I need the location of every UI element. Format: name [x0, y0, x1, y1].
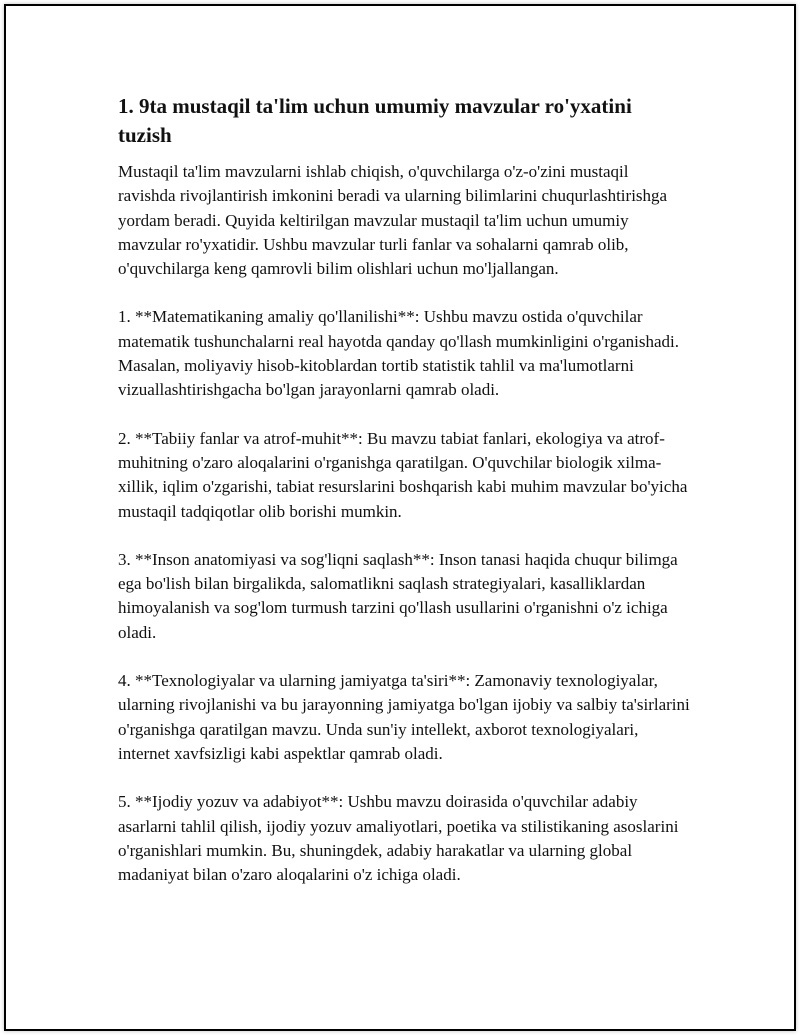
topic-paragraph-3: 3. **Inson anatomiyasi va sog'liqni saqlash**: Inson tanasi haqida chuqur bilimga ega bo'lish bilan birgalikda, salomatlikni saqlash strategiyalari, kasalliklardan himoyalanish va sog'lom turmush tarzini qo'llash usullarini o'rganishni o'z ichiga oladi. — [118, 549, 678, 642]
topic-paragraph-4: 4. **Texnologiyalar va ularning jamiyatga ta'siri**: Zamonaviy texnologiyalar, ularning rivojlanishi va bu jarayonning jamiyatga bo'lgan ijobiy va salbiy ta'sirlarini o'rganishga qaratilgan mavzu. Unda sun'iy intellekt, axborot texnologiyalari, internet xavfsizligi kabi aspektlar qamrab oladi. — [118, 671, 690, 763]
topic-paragraph-2: 2. **Tabiiy fanlar va atrof-muhit**: Bu mavzu tabiat fanlari, ekologiya va atrof-muhitning o'zaro aloqalarini o'rganishga qaratilgan. O'quvchilar biologik xilma-xillik, iqlim o'zgarishi, tabiat resurslarini boshqarish kabi muhim mavzular bo'yicha mustaqil tadqiqotlar olib borishi mumkin. — [118, 428, 688, 521]
document-body — [118, 92, 690, 911]
topic-paragraph-5: 5. **Ijodiy yozuv va adabiyot**: Ushbu mavzu doirasida o'quvchilar adabiy asarlarni tahlil qilish, ijodiy yozuv amaliyotlari, poetika va stilistikaning asoslarini o'rganishlari mumkin. Bu, shuningdek, adabiy harakatlar va ularning global madaniyat bilan o'zaro aloqalarini o'z ichiga oladi. — [118, 792, 679, 885]
topic-paragraph-1: 1. **Matematikaning amaliy qo'llanilishi**: Ushbu mavzu ostida o'quvchilar matematik tushunchalarni real hayotda qanday qo'llash mumkinligini o'rganishadi. Masalan, moliyaviy hisob-kitoblardan tortib statistik tahlil va ma'lumotlarni vizuallashtirishgacha bo'lgan jarayonlarni qamrab oladi. — [118, 307, 680, 400]
document-title: 1. 9ta mustaqil ta'lim uchun umumiy mavzular ro'yxatini tuzish — [118, 94, 632, 147]
intro-paragraph: Mustaqil ta'lim mavzularni ishlab chiqish, o'quvchilarga o'z-o'zini mustaqil ravishda rivojlantirish imkonini beradi va ularning bilimlarini chuqurlashtirishga yordam beradi. Quyida keltirilgan mavzular mustaqil ta'lim uchun umumiy mavzular ro'yxatidir. Ushbu mavzular turli fanlar va sohalarni qamrab olib, o'quvchilarga keng qamrovli bilim olishlari uchun mo'ljallangan. — [118, 162, 668, 279]
